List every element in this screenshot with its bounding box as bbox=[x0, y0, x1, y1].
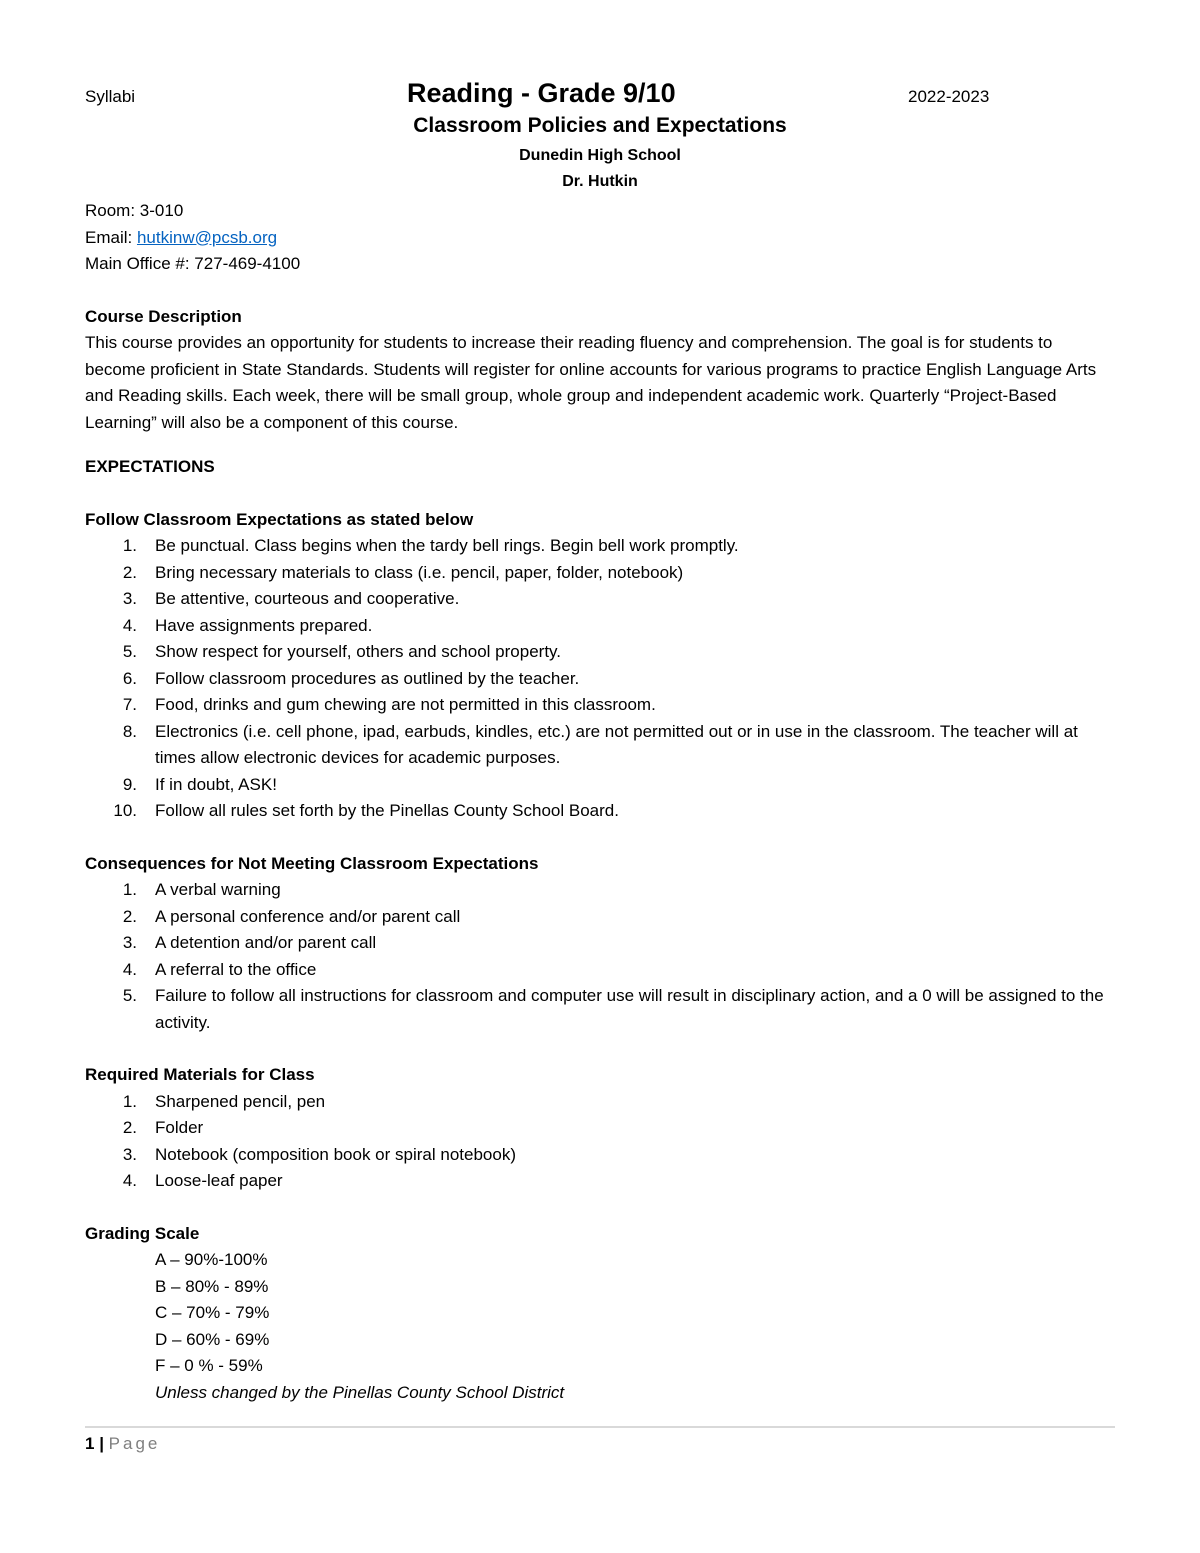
list-item: 4. Loose-leaf paper bbox=[122, 1171, 283, 1190]
room-number: 3-010 bbox=[139, 201, 184, 220]
footer-divider bbox=[85, 1426, 1115, 1428]
grade-row: A – 90%-100% bbox=[155, 1250, 268, 1269]
list-item: 1. A verbal warning bbox=[122, 880, 281, 899]
school-name: Dunedin High School bbox=[519, 147, 681, 164]
consequences-list bbox=[85, 877, 1115, 1036]
office-phone: 727-469-4100 bbox=[194, 254, 301, 273]
grading-note: Unless changed by the Pinellas County School District bbox=[155, 1382, 565, 1402]
materials-heading: Required Materials for Class bbox=[85, 1065, 315, 1084]
grading-scale bbox=[85, 1247, 1115, 1406]
list-item: 10. Follow all rules set forth by the Pinellas County School Board. bbox=[113, 801, 619, 820]
header-left-label: Syllabi bbox=[85, 87, 136, 106]
list-item: 2. Bring necessary materials to class (i.e. pencil, paper, folder, notebook) bbox=[122, 562, 684, 582]
grade-row: D – 60% - 69% bbox=[155, 1329, 270, 1349]
list-item: 6. Follow classroom procedures as outlined by the teacher. bbox=[122, 668, 580, 688]
page-number: 1 bbox=[85, 1434, 95, 1453]
list-item: 9. If in doubt, ASK! bbox=[122, 774, 277, 794]
list-item: 3. Be attentive, courteous and cooperative. bbox=[122, 589, 460, 608]
list-item: 3. Notebook (composition book or spiral notebook) bbox=[122, 1144, 516, 1164]
list-item: 1. Sharpened pencil, pen bbox=[122, 1091, 326, 1111]
expectations-subheading: Follow Classroom Expectations as stated below bbox=[85, 509, 474, 529]
document-title: Reading - Grade 9/10 bbox=[407, 78, 676, 108]
grade-row: B – 80% - 89% bbox=[155, 1276, 269, 1296]
list-item: 4. Have assignments prepared. bbox=[122, 615, 373, 635]
office-line: Main Office #: 727-469-4100 bbox=[85, 254, 301, 273]
grade-row: F – 0 % - 59% bbox=[155, 1356, 263, 1375]
header-bar bbox=[85, 78, 1115, 114]
course-description-heading: Course Description bbox=[85, 306, 242, 326]
list-item: 5. Show respect for yourself, others and school property. bbox=[122, 642, 561, 661]
expectations-list bbox=[85, 533, 1115, 825]
document-body bbox=[85, 198, 1115, 1406]
list-item: 2. Folder bbox=[122, 1118, 204, 1137]
list-item: 4. A referral to the office bbox=[122, 959, 317, 979]
consequences-heading: Consequences for Not Meeting Classroom Expectations bbox=[85, 853, 539, 873]
school-year: 2022-2023 bbox=[908, 87, 990, 106]
list-item: 8. Electronics (i.e. cell phone, ipad, earbuds, kindles, etc.) are not permitted out or in use in the classroom. The teacher will at times allow electronic devices for academic purposes. bbox=[122, 721, 1078, 767]
email-link[interactable]: hutkinw@pcsb.org bbox=[136, 227, 278, 247]
course-description-text: This course provides an opportunity for students to increase their reading fluency and comprehension. The goal is for students to become proficient in State Standards. Students will register for online accounts for various programs to practice English Language Arts and Reading skills. Each week, there will be small group, whole group and independent academic work. Quarterly “Project-Based Learning” will also be a component of this course. bbox=[85, 333, 1097, 432]
expectations-heading: EXPECTATIONS bbox=[85, 457, 215, 476]
syllabus-page bbox=[85, 0, 1115, 1553]
list-item: 5. Failure to follow all instructions for classroom and computer use will result in disciplinary action, and a 0 will be assigned to the activity. bbox=[122, 986, 1104, 1032]
grade-row: C – 70% - 79% bbox=[155, 1303, 270, 1322]
list-item: 3. A detention and/or parent call bbox=[122, 933, 377, 952]
email-line: Email: hutkinw@pcsb.org bbox=[85, 227, 278, 247]
footer-separator: | bbox=[94, 1434, 109, 1453]
page-footer bbox=[85, 1434, 160, 1454]
grading-heading: Grading Scale bbox=[85, 1223, 200, 1243]
list-item: 1. Be punctual. Class begins when the tardy bell rings. Begin bell work promptly. bbox=[122, 536, 739, 555]
page-label: Page bbox=[108, 1434, 161, 1453]
room-line: Room: 3-010 bbox=[85, 201, 184, 220]
materials-list bbox=[85, 1089, 1115, 1195]
list-item: 2. A personal conference and/or parent call bbox=[122, 906, 461, 926]
teacher-name: Dr. Hutkin bbox=[562, 173, 638, 190]
list-item: 7. Food, drinks and gum chewing are not permitted in this classroom. bbox=[122, 695, 656, 714]
document-subtitle: Classroom Policies and Expectations bbox=[413, 114, 787, 137]
